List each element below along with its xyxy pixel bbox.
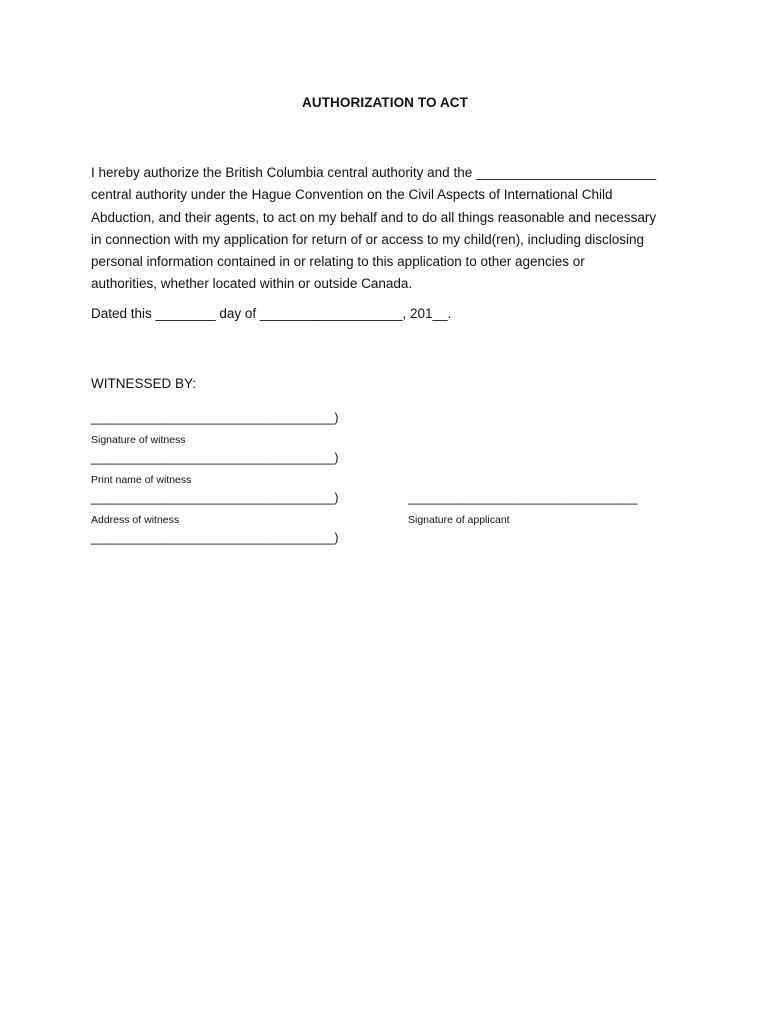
authorization-paragraph: I hereby authorize the British Columbia central authority and the ________________________ central authority under the Hague Convention on the Civil Aspects of International Child Abduction, and their agents, to act on my behalf and to do all things reasonable and necessary in connection with my application for return of or access to my child(ren), including disclosing personal information contained in or relating to this application to other agencies or authorities, whether located within or outside Canada. (91, 165, 657, 292)
signature-of-witness-caption: Signature of witness (91, 434, 186, 446)
address-of-witness-caption: Address of witness (91, 514, 180, 526)
signature-of-applicant-caption: Signature of applicant (408, 514, 510, 526)
dated-line: Dated this ________ day of ___________________, 201__. (91, 306, 452, 321)
witnessed-by-heading: WITNESSED BY: (91, 376, 197, 391)
witness-signature-line: ___________________________________) (91, 411, 339, 425)
witness-address-line-2: ___________________________________) (91, 531, 339, 545)
witness-print-name-line: ___________________________________) (91, 451, 339, 465)
applicant-signature-line: _________________________________ (408, 491, 638, 505)
document-title: AUTHORIZATION TO ACT (302, 95, 468, 110)
print-name-of-witness-caption: Print name of witness (91, 474, 192, 486)
witness-address-line: ___________________________________) (91, 491, 339, 505)
